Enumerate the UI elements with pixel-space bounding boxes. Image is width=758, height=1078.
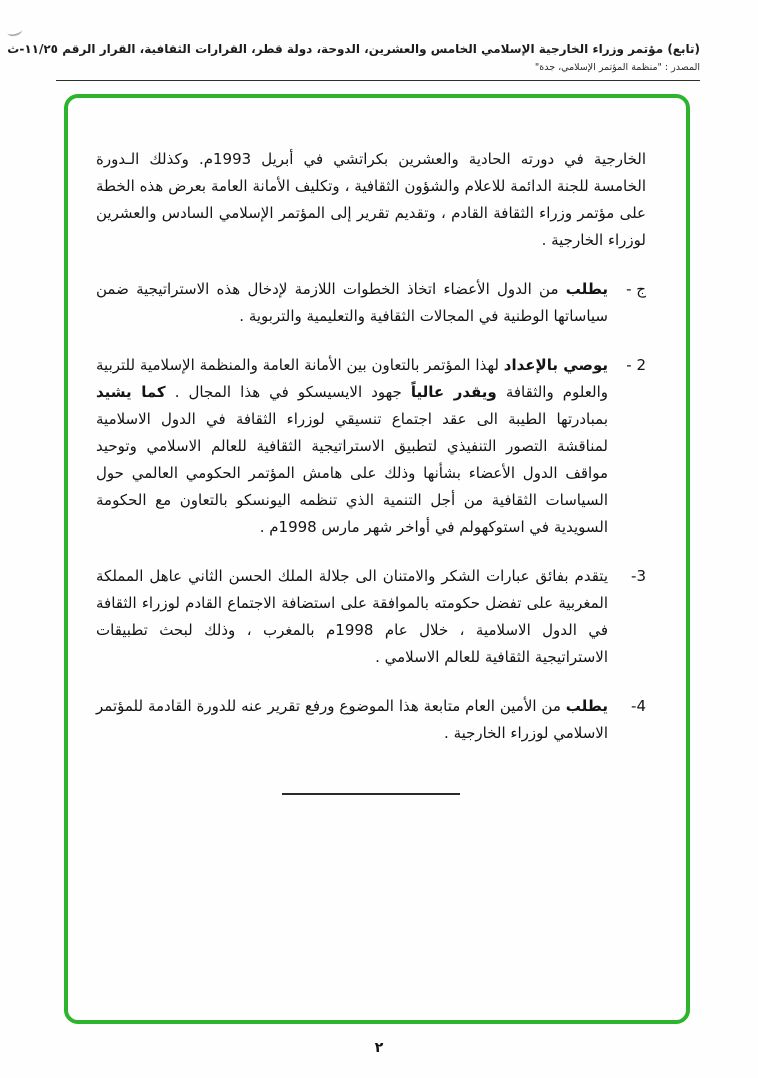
item-text: يتقدم بفائق عبارات الشكر والامتنان الى جلالة الملك الحسن الثاني عاهل المملكة المغربية على تفضل حكومته بالموافقة على استضافة الاجتماع القادم لوزراء الثقافة في الدول الاسلامية ، خلال عام 1998م بالمغرب ، وذلك لبحث تطبيقات الاستراتيجية الثقافية للعالم الاسلامي . <box>96 567 608 666</box>
item-marker: ج - <box>626 280 646 298</box>
header-divider <box>56 80 700 81</box>
separator-line <box>282 793 460 795</box>
item-text: يطلب من الدول الأعضاء اتخاذ الخطوات اللازمة لإدخال هذه الاستراتيجية ضمن سياساتها الوطنية في المجالات الثقافية والتعليمية والتربوية . <box>96 280 608 325</box>
intro-paragraph: الخارجية في دورته الحادية والعشرين بكراتشي في أبريل 1993م. وكذلك الـدورة الخامسة للجنة الدائمة للاعلام والشؤون الثقافية ، وتكليف الأمانة العامة بعرض هذه الخطة على مؤتمر وزراء الثقافة القادم ، وتقديم تقرير إلى المؤتمر الإسلامي السادس والعشرين لوزراء الخارجية . <box>96 150 646 249</box>
list-item <box>96 563 646 671</box>
item-marker: 4- <box>631 697 646 715</box>
list-item <box>96 693 646 747</box>
item-marker: 3- <box>631 567 646 585</box>
list-item <box>96 352 646 541</box>
scan-artifact <box>6 26 23 38</box>
item-text: يوصي بالإعداد لهذا المؤتمر بالتعاون بين الأمانة العامة والمنظمة الإسلامية للتربية والعلوم والثقافة ويقدر عالياً جهود الايسيسكو في هذا المجال . كما يشيد بمبادرتها الطيبة الى عقد اجتماع تنسيقي لوزراء الثقافة في الدول الاسلامية لمناقشة التصور التنفيذي لتطبيق الاستراتيجية الثقافية للعالم الاسلامي وتوحيد مواقف الدول الأعضاء بشأنها وذلك على هامش المؤتمر الحكومي العالمي حول السياسات الثقافية من أجل التنمية الذي تنظمه اليونسكو بالتعاون مع الحكومة السويدية في استوكهولم في أواخر شهر مارس 1998م . <box>96 356 608 536</box>
header-source-line: المصدر : "منظمة المؤتمر الإسلامي، جدة" <box>534 62 700 73</box>
item-text: يطلب من الأمين العام متابعة هذا الموضوع ورفع تقرير عنه للدورة القادمة للمؤتمر الاسلامي لوزراء الخارجية . <box>96 697 608 742</box>
document-body <box>96 146 646 795</box>
item-marker: 2 - <box>626 356 646 374</box>
page-number: ٢ <box>374 1040 384 1056</box>
list-item <box>96 276 646 330</box>
header-title: (تابع) مؤتمر وزراء الخارجية الإسلامي الخامس والعشرين، الدوحة، دولة قطر، القرارات الثقافية، القرار الرقم ١١/٢٥-ث <box>7 42 700 56</box>
page-header <box>7 42 700 81</box>
